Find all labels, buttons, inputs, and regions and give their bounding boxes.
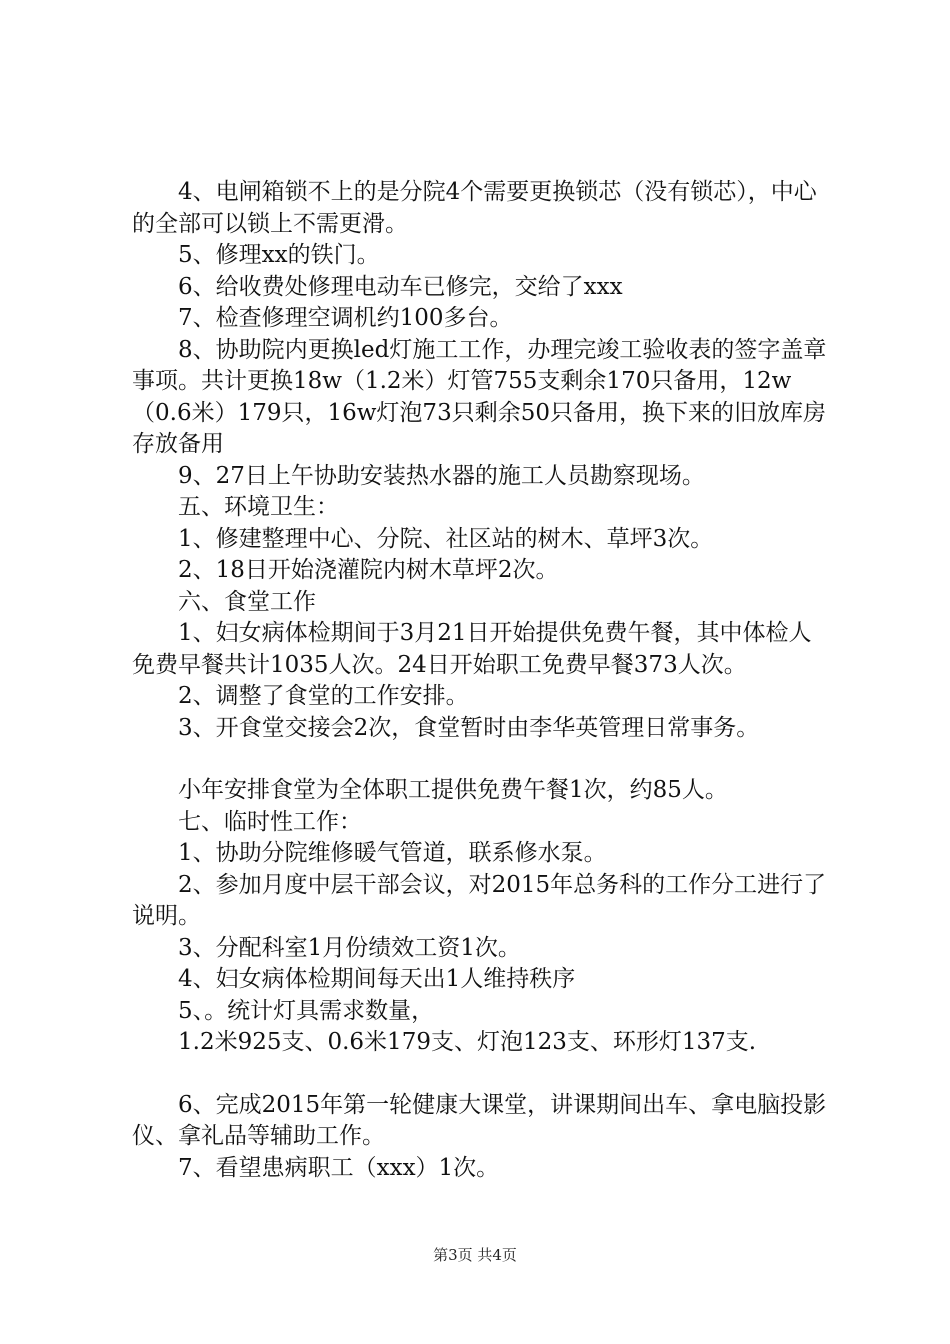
- paragraph-canteen-1: 1、妇女病体检期间于3月21日开始提供免费午餐，其中体检人免费早餐共计1035人次。24日开始职工免费早餐373人次。: [132, 620, 812, 678]
- paragraph-temp-5-detail: 1.2米925支、0.6米179支、灯泡123支、环形灯137支.: [178, 1029, 757, 1055]
- paragraph-temp-5: 5、。统计灯具需求数量，: [178, 997, 435, 1024]
- paragraph-temp-7: 7、看望患病职工（xxx）1次。: [178, 1154, 500, 1181]
- paragraph-item-9: 9、27日上午协助安装热水器的施工人员勘察现场。: [178, 462, 705, 489]
- page-number-footer: 第3页 共4页: [433, 1246, 517, 1264]
- paragraph-canteen-extra: 小年安排食堂为全体职工提供免费午餐1次，约85人。: [178, 777, 728, 803]
- paragraph-env-2: 2、18日开始浇灌院内树木草坪2次。: [178, 557, 559, 583]
- section-heading-canteen: 六、食堂工作: [178, 588, 316, 615]
- paragraph-canteen-3: 3、开食堂交接会2次，食堂暂时由李华英管理日常事务。: [178, 714, 760, 741]
- section-heading-environment: 五、环境卫生：: [178, 494, 339, 520]
- paragraph-item-4: 4、电闸箱锁不上的是分院4个需要更换锁芯（没有锁芯），中心的全部可以锁上不需更滑。: [132, 179, 817, 237]
- paragraph-canteen-2: 2、调整了食堂的工作安排。: [178, 683, 469, 709]
- document-body: [132, 177, 832, 1184]
- paragraph-temp-4: 4、妇女病体检期间每天出1人维持秩序: [178, 966, 576, 992]
- paragraph-item-5: 5、修理xx的铁门。: [178, 242, 380, 268]
- paragraph-temp-6: 6、完成2015年第一轮健康大课堂，讲课期间出车、拿电脑投影仪、拿礼品等辅助工作。: [132, 1091, 827, 1149]
- paragraph-gap: [132, 1059, 832, 1090]
- paragraph-gap: [132, 744, 832, 775]
- section-heading-temporary: 七、临时性工作：: [178, 808, 362, 835]
- paragraph-temp-1: 1、协助分院维修暖气管道，联系修水泵。: [178, 840, 607, 866]
- paragraph-item-8: 8、协助院内更换led灯施工工作，办理完竣工验收表的签字盖章事项。共计更换18w（1.2米）灯管755支剩余170只备用，12w（0.6米）179只，16w灯泡73只剩余50只备用，换下来的旧放库房存放备用: [132, 336, 827, 457]
- paragraph-temp-2: 2、参加月度中层干部会议，对2015年总务科的工作分工进行了说明。: [132, 871, 827, 929]
- paragraph-item-7: 7、检查修理空调机约100多台。: [178, 305, 513, 331]
- paragraph-temp-3: 3、分配科室1月份绩效工资1次。: [178, 934, 521, 961]
- paragraph-item-6: 6、给收费处修理电动车已修完，交给了xxx: [178, 273, 623, 300]
- paragraph-env-1: 1、修建整理中心、分院、社区站的树木、草坪3次。: [178, 525, 714, 552]
